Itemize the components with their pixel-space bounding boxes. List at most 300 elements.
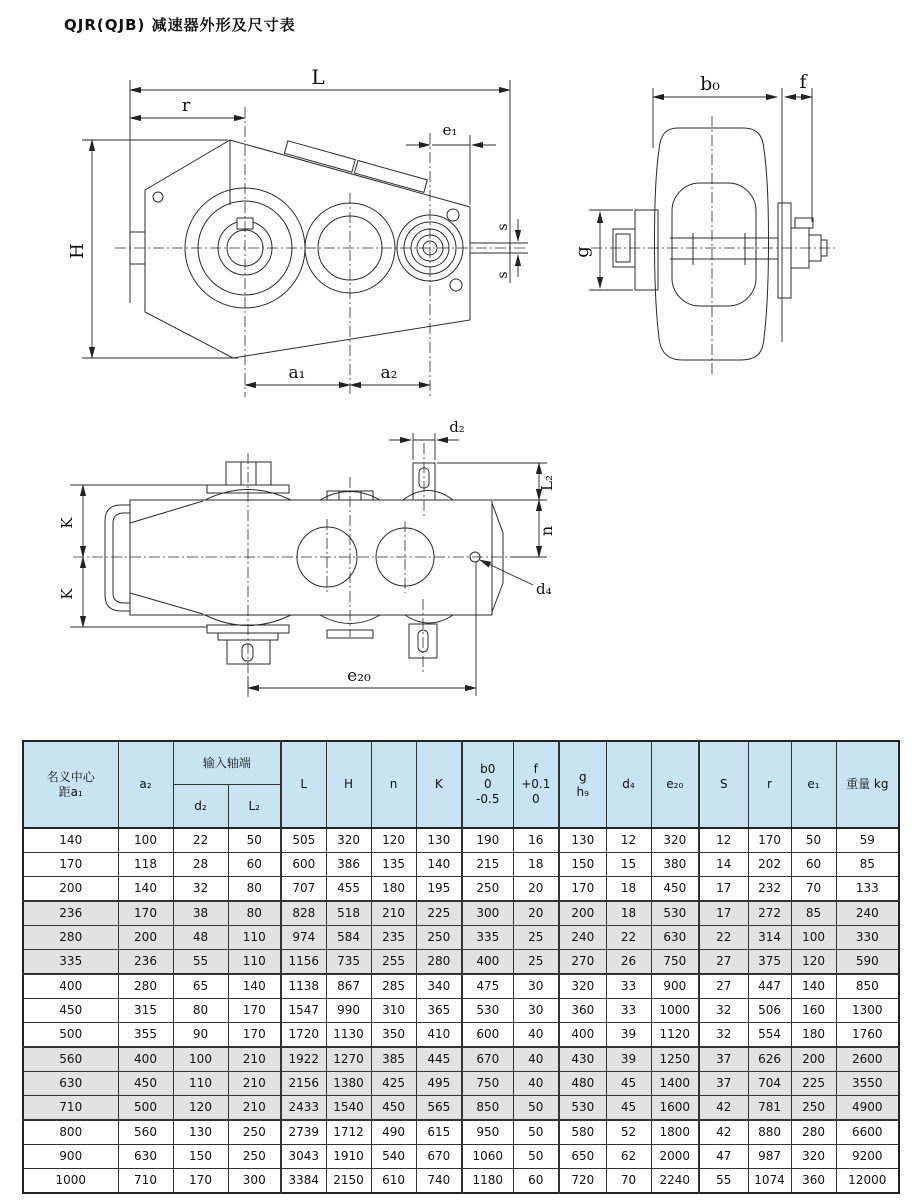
dim-label-r: r: [181, 95, 191, 116]
table-row: [23, 901, 899, 926]
table-cell: 90: [173, 1023, 228, 1048]
table-cell: 32: [699, 1023, 748, 1048]
table-cell: 236: [23, 901, 118, 926]
col-header-input-shaft-group: 输入轴端: [173, 741, 281, 785]
table-cell: 670: [462, 1047, 513, 1072]
table-cell: 150: [173, 1145, 228, 1169]
table-cell: 285: [371, 974, 416, 999]
table-cell: 32: [173, 877, 228, 902]
table-cell: 630: [651, 926, 699, 950]
table-cell: 25: [513, 950, 559, 975]
table-cell: 250: [228, 1145, 281, 1169]
table-cell: 450: [651, 877, 699, 902]
table-cell: 380: [651, 853, 699, 877]
table-cell: 600: [462, 1023, 513, 1048]
table-cell: 385: [371, 1047, 416, 1072]
table-cell: 506: [748, 999, 791, 1023]
table-cell: 335: [23, 950, 118, 975]
table-cell: 450: [118, 1072, 173, 1096]
table-cell: 450: [371, 1096, 416, 1121]
dim-label-s-top: s: [495, 223, 511, 231]
table-cell: 22: [699, 926, 748, 950]
table-cell: 360: [559, 999, 606, 1023]
table-cell: 590: [836, 950, 899, 975]
table-cell: 1250: [651, 1047, 699, 1072]
table-cell: 17: [699, 901, 748, 926]
table-cell: 280: [118, 974, 173, 999]
table-cell: 2739: [281, 1120, 326, 1145]
table-cell: 530: [462, 999, 513, 1023]
table-cell: 210: [228, 1047, 281, 1072]
table-cell: 580: [559, 1120, 606, 1145]
table-cell: 300: [462, 901, 513, 926]
table-cell: 52: [606, 1120, 651, 1145]
table-cell: 610: [371, 1169, 416, 1194]
table-cell: 110: [228, 950, 281, 975]
table-cell: 55: [173, 950, 228, 975]
table-cell: 1400: [651, 1072, 699, 1096]
table-cell: 280: [416, 950, 462, 975]
table-cell: 118: [118, 853, 173, 877]
table-cell: 1380: [326, 1072, 371, 1096]
table-cell: 1120: [651, 1023, 699, 1048]
table-cell: 160: [791, 999, 836, 1023]
table-cell: 18: [513, 853, 559, 877]
table-cell: 240: [559, 926, 606, 950]
table-cell: 320: [651, 828, 699, 853]
table-cell: 170: [228, 1023, 281, 1048]
table-cell: 987: [748, 1145, 791, 1169]
table-cell: 200: [791, 1047, 836, 1072]
table-cell: 2240: [651, 1169, 699, 1194]
table-cell: 1540: [326, 1096, 371, 1121]
table-cell: 70: [606, 1169, 651, 1194]
table-cell: 32: [699, 999, 748, 1023]
table-cell: 1720: [281, 1023, 326, 1048]
table-cell: 170: [173, 1169, 228, 1194]
table-cell: 16: [513, 828, 559, 853]
dim-label-a1: a₁: [288, 363, 306, 383]
table-cell: 100: [173, 1047, 228, 1072]
dim-label-f: f: [799, 71, 807, 93]
table-cell: 455: [326, 877, 371, 902]
table-cell: 900: [651, 974, 699, 999]
table-cell: 140: [416, 853, 462, 877]
table-cell: 140: [228, 974, 281, 999]
table-cell: 6600: [836, 1120, 899, 1145]
table-cell: 30: [513, 974, 559, 999]
table-cell: 335: [462, 926, 513, 950]
col-header-a1: 名义中心 距a₁: [23, 741, 118, 828]
table-cell: 45: [606, 1072, 651, 1096]
col-header-H: H: [326, 741, 371, 828]
table-cell: 30: [513, 999, 559, 1023]
table-cell: 3384: [281, 1169, 326, 1194]
table-cell: 1060: [462, 1145, 513, 1169]
table-cell: 27: [699, 974, 748, 999]
table-cell: 735: [326, 950, 371, 975]
table-cell: 200: [23, 877, 118, 902]
table-cell: 140: [118, 877, 173, 902]
table-cell: 37: [699, 1047, 748, 1072]
table-cell: 584: [326, 926, 371, 950]
table-cell: 1300: [836, 999, 899, 1023]
table-cell: 280: [23, 926, 118, 950]
table-cell: 1000: [23, 1169, 118, 1194]
table-cell: 480: [559, 1072, 606, 1096]
col-header-weight: 重量 kg: [836, 741, 899, 828]
table-cell: 447: [748, 974, 791, 999]
table-cell: 250: [228, 1120, 281, 1145]
table-cell: 22: [606, 926, 651, 950]
table-cell: 120: [173, 1096, 228, 1121]
table-cell: 360: [791, 1169, 836, 1194]
table-row: [23, 1096, 899, 1121]
table-cell: 140: [791, 974, 836, 999]
table-cell: 170: [748, 828, 791, 853]
table-cell: 1130: [326, 1023, 371, 1048]
table-cell: 12: [699, 828, 748, 853]
table-cell: 85: [791, 901, 836, 926]
col-header-d2: d₂: [173, 785, 228, 829]
table-cell: 236: [118, 950, 173, 975]
table-cell: 40: [513, 1072, 559, 1096]
table-cell: 190: [462, 828, 513, 853]
table-cell: 400: [118, 1047, 173, 1072]
table-cell: 20: [513, 901, 559, 926]
table-cell: 25: [513, 926, 559, 950]
table-cell: 560: [118, 1120, 173, 1145]
table-cell: 450: [23, 999, 118, 1023]
table-cell: 80: [228, 901, 281, 926]
table-cell: 400: [462, 950, 513, 975]
table-cell: 202: [748, 853, 791, 877]
table-cell: 950: [462, 1120, 513, 1145]
table-cell: 195: [416, 877, 462, 902]
table-cell: 1156: [281, 950, 326, 975]
table-cell: 710: [118, 1169, 173, 1194]
table-cell: 630: [118, 1145, 173, 1169]
table-cell: 37: [699, 1072, 748, 1096]
dim-label-e20: e₂₀: [347, 666, 371, 686]
table-cell: 430: [559, 1047, 606, 1072]
table-row: [23, 877, 899, 902]
table-cell: 240: [836, 901, 899, 926]
dim-label-a2: a₂: [380, 363, 398, 383]
col-header-K: K: [416, 741, 462, 828]
table-cell: 740: [416, 1169, 462, 1194]
col-header-f: f +0.1 0: [513, 741, 559, 828]
table-row: [23, 1047, 899, 1072]
table-cell: 170: [118, 901, 173, 926]
table-cell: 180: [371, 877, 416, 902]
table-cell: 38: [173, 901, 228, 926]
table-cell: 350: [371, 1023, 416, 1048]
dim-label-L: L: [311, 65, 325, 89]
dim-label-d4: d₄: [536, 580, 552, 598]
table-cell: 2000: [651, 1145, 699, 1169]
table-cell: 80: [173, 999, 228, 1023]
table-cell: 18: [606, 877, 651, 902]
table-cell: 1910: [326, 1145, 371, 1169]
col-header-S: S: [699, 741, 748, 828]
col-header-r: r: [748, 741, 791, 828]
table-cell: 707: [281, 877, 326, 902]
dim-label-s-bottom: s: [495, 271, 511, 279]
table-cell: 1800: [651, 1120, 699, 1145]
dim-label-K-top: K: [58, 517, 76, 529]
table-cell: 26: [606, 950, 651, 975]
table-cell: 781: [748, 1096, 791, 1121]
table-cell: 2600: [836, 1047, 899, 1072]
table-cell: 500: [23, 1023, 118, 1048]
front-view-drawing: [60, 55, 580, 415]
table-cell: 320: [559, 974, 606, 999]
table-cell: 170: [559, 877, 606, 902]
table-cell: 60: [791, 853, 836, 877]
table-cell: 704: [748, 1072, 791, 1096]
table-cell: 3550: [836, 1072, 899, 1096]
table-cell: 40: [513, 1047, 559, 1072]
table-cell: 12: [606, 828, 651, 853]
table-row: [23, 926, 899, 950]
table-row: [23, 950, 899, 975]
table-cell: 33: [606, 999, 651, 1023]
col-header-L: L: [281, 741, 326, 828]
side-view-drawing: [572, 50, 905, 390]
table-cell: 974: [281, 926, 326, 950]
table-cell: 900: [23, 1145, 118, 1169]
table-cell: 255: [371, 950, 416, 975]
table-cell: 42: [699, 1120, 748, 1145]
table-cell: 340: [416, 974, 462, 999]
dim-label-e1: e₁: [442, 121, 458, 139]
dim-label-d2: d₂: [449, 418, 465, 436]
col-header-b0: b0 0 -0.5: [462, 741, 513, 828]
table-cell: 210: [228, 1096, 281, 1121]
table-cell: 272: [748, 901, 791, 926]
table-cell: 828: [281, 901, 326, 926]
table-cell: 518: [326, 901, 371, 926]
table-cell: 180: [791, 1023, 836, 1048]
table-cell: 50: [513, 1096, 559, 1121]
table-row: [23, 1145, 899, 1169]
table-cell: 120: [791, 950, 836, 975]
dim-label-K-bottom: K: [58, 588, 76, 600]
table-cell: 2150: [326, 1169, 371, 1194]
table-cell: 530: [651, 901, 699, 926]
table-cell: 28: [173, 853, 228, 877]
table-cell: 14: [699, 853, 748, 877]
table-cell: 315: [118, 999, 173, 1023]
table-cell: 1138: [281, 974, 326, 999]
table-cell: 85: [836, 853, 899, 877]
table-cell: 18: [606, 901, 651, 926]
table-cell: 1270: [326, 1047, 371, 1072]
table-cell: 110: [173, 1072, 228, 1096]
table-cell: 565: [416, 1096, 462, 1121]
table-cell: 710: [23, 1096, 118, 1121]
table-row: [23, 1072, 899, 1096]
table-row: [23, 853, 899, 877]
table-cell: 1760: [836, 1023, 899, 1048]
table-cell: 250: [462, 877, 513, 902]
table-cell: 120: [371, 828, 416, 853]
dim-label-H: H: [67, 243, 88, 259]
table-cell: 320: [791, 1145, 836, 1169]
dim-label-L2: L₂: [538, 475, 556, 491]
table-cell: 33: [606, 974, 651, 999]
table-cell: 140: [23, 828, 118, 853]
table-cell: 505: [281, 828, 326, 853]
plan-view-drawing: [55, 415, 595, 715]
table-cell: 50: [513, 1145, 559, 1169]
table-cell: 27: [699, 950, 748, 975]
table-cell: 990: [326, 999, 371, 1023]
table-cell: 320: [326, 828, 371, 853]
table-cell: 210: [228, 1072, 281, 1096]
table-cell: 880: [748, 1120, 791, 1145]
table-cell: 626: [748, 1047, 791, 1072]
table-cell: 150: [559, 853, 606, 877]
col-header-g: g h₉: [559, 741, 606, 828]
table-cell: 232: [748, 877, 791, 902]
table-cell: 42: [699, 1096, 748, 1121]
table-cell: 495: [416, 1072, 462, 1096]
table-cell: 225: [791, 1072, 836, 1096]
table-cell: 800: [23, 1120, 118, 1145]
table-cell: 59: [836, 828, 899, 853]
table-cell: 100: [118, 828, 173, 853]
table-cell: 15: [606, 853, 651, 877]
table-cell: 560: [23, 1047, 118, 1072]
col-header-a2: a₂: [118, 741, 173, 828]
table-cell: 1000: [651, 999, 699, 1023]
table-cell: 170: [228, 999, 281, 1023]
table-cell: 235: [371, 926, 416, 950]
table-cell: 210: [371, 901, 416, 926]
table-cell: 867: [326, 974, 371, 999]
table-cell: 215: [462, 853, 513, 877]
table-cell: 39: [606, 1047, 651, 1072]
dimension-table: [22, 740, 900, 1194]
dim-label-n: n: [537, 525, 556, 537]
table-cell: 48: [173, 926, 228, 950]
table-cell: 65: [173, 974, 228, 999]
col-header-e1: e₁: [791, 741, 836, 828]
table-cell: 20: [513, 877, 559, 902]
table-cell: 540: [371, 1145, 416, 1169]
table-cell: 300: [228, 1169, 281, 1194]
table-cell: 314: [748, 926, 791, 950]
table-row: [23, 1023, 899, 1048]
table-row: [23, 974, 899, 999]
table-cell: 170: [23, 853, 118, 877]
table-cell: 50: [228, 828, 281, 853]
table-cell: 40: [513, 1023, 559, 1048]
table-cell: 47: [699, 1145, 748, 1169]
table-cell: 62: [606, 1145, 651, 1169]
table-row: [23, 1169, 899, 1194]
table-cell: 22: [173, 828, 228, 853]
table-cell: 9200: [836, 1145, 899, 1169]
table-cell: 400: [559, 1023, 606, 1048]
table-cell: 130: [559, 828, 606, 853]
table-cell: 330: [836, 926, 899, 950]
page-title: QJR(QJB) 减速器外形及尺寸表: [64, 16, 296, 34]
table-cell: 39: [606, 1023, 651, 1048]
table-cell: 270: [559, 950, 606, 975]
table-cell: 4900: [836, 1096, 899, 1121]
table-cell: 1712: [326, 1120, 371, 1145]
table-cell: 200: [559, 901, 606, 926]
table-cell: 1547: [281, 999, 326, 1023]
table-cell: 600: [281, 853, 326, 877]
table-cell: 55: [699, 1169, 748, 1194]
table-cell: 17: [699, 877, 748, 902]
table-cell: 386: [326, 853, 371, 877]
table-cell: 200: [118, 926, 173, 950]
table-cell: 50: [791, 828, 836, 853]
table-cell: 530: [559, 1096, 606, 1121]
table-cell: 250: [416, 926, 462, 950]
table-cell: 445: [416, 1047, 462, 1072]
table-cell: 80: [228, 877, 281, 902]
table-body: [23, 828, 899, 1193]
table-cell: 1180: [462, 1169, 513, 1194]
table-cell: 750: [462, 1072, 513, 1096]
table-cell: 615: [416, 1120, 462, 1145]
col-header-n: n: [371, 741, 416, 828]
table-cell: 500: [118, 1096, 173, 1121]
table-cell: 250: [791, 1096, 836, 1121]
table-cell: 280: [791, 1120, 836, 1145]
col-header-e20: e₂₀: [651, 741, 699, 828]
table-cell: 850: [836, 974, 899, 999]
table-cell: 1600: [651, 1096, 699, 1121]
table-cell: 554: [748, 1023, 791, 1048]
table-cell: 60: [513, 1169, 559, 1194]
table-cell: 70: [791, 877, 836, 902]
table-cell: 60: [228, 853, 281, 877]
table-row: [23, 828, 899, 853]
table-cell: 225: [416, 901, 462, 926]
table-cell: 135: [371, 853, 416, 877]
table-cell: 630: [23, 1072, 118, 1096]
table-cell: 410: [416, 1023, 462, 1048]
table-cell: 720: [559, 1169, 606, 1194]
table-cell: 375: [748, 950, 791, 975]
table-cell: 400: [23, 974, 118, 999]
table-cell: 110: [228, 926, 281, 950]
table-row: [23, 999, 899, 1023]
table-cell: 355: [118, 1023, 173, 1048]
table-cell: 130: [173, 1120, 228, 1145]
table-cell: 475: [462, 974, 513, 999]
table-cell: 100: [791, 926, 836, 950]
table-cell: 1074: [748, 1169, 791, 1194]
dim-label-b0: b₀: [700, 73, 720, 95]
col-header-L2: L₂: [228, 785, 281, 829]
table-cell: 2433: [281, 1096, 326, 1121]
table-cell: 1922: [281, 1047, 326, 1072]
table-cell: 50: [513, 1120, 559, 1145]
table-row: [23, 1120, 899, 1145]
table-cell: 45: [606, 1096, 651, 1121]
table-cell: 850: [462, 1096, 513, 1121]
table-cell: 130: [416, 828, 462, 853]
table-cell: 425: [371, 1072, 416, 1096]
